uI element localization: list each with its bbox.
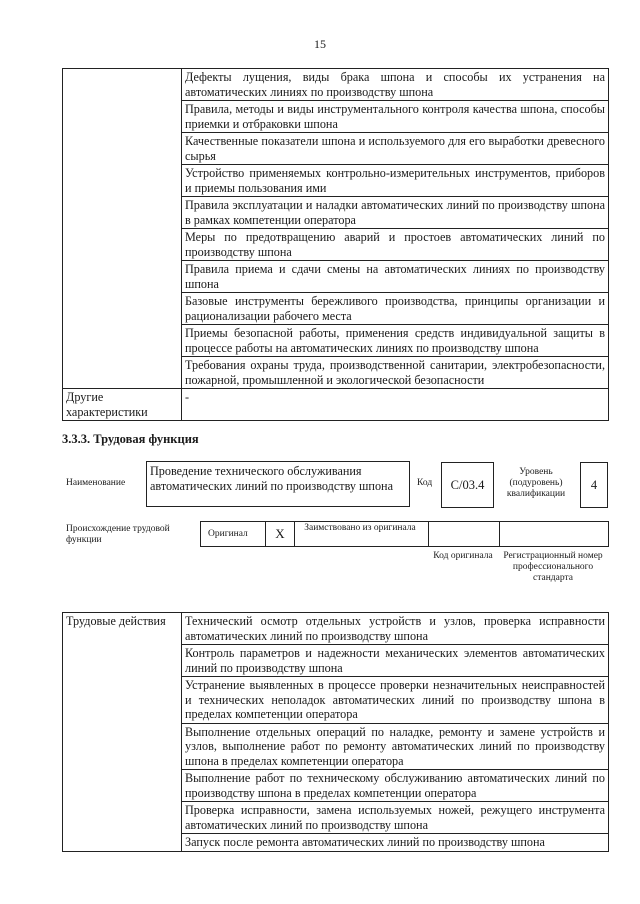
original-label: Оригинал — [208, 529, 248, 539]
table-cell: Правила приема и сдачи смены на автоматических линиях по производству шпона — [182, 261, 609, 293]
other-characteristics-value: - — [182, 389, 609, 421]
name-label: Наименование — [66, 478, 126, 488]
page-number: 15 — [314, 37, 326, 51]
section-title: 3.3.3. Трудовая функция — [62, 432, 199, 446]
table-cell: Дефекты лущения, виды брака шпона и способы их устранения на автоматических линиях по производству шпона — [182, 69, 609, 101]
code-original-caption: Код оригинала — [433, 551, 493, 561]
table-cell: Запуск после ремонта автоматических линий по производству шпона — [182, 834, 609, 852]
origin-label: Происхождение трудовой функции — [66, 524, 170, 545]
original-mark: X — [275, 526, 285, 541]
level-value: 4 — [590, 477, 598, 492]
table-cell: Качественные показатели шпона и используемого для его выработки древесного сырья — [182, 133, 609, 165]
table-cell: Правила, методы и виды инструментального контроля качества шпона, способы приемки и отбраковки шпона — [182, 101, 609, 133]
table-cell: Приемы безопасной работы, применения средств индивидуальной защиты в процессе работы на автоматических линиях по производству шпона — [182, 325, 609, 357]
borrowed-label: Заимствовано из оригинала — [304, 523, 416, 533]
level-box — [580, 462, 608, 508]
code-box — [441, 462, 494, 508]
function-name-box — [146, 461, 410, 507]
code-value: C/03.4 — [450, 477, 485, 492]
actions-table — [62, 612, 609, 852]
table-row — [63, 389, 609, 421]
origin-divider — [294, 521, 295, 547]
origin-divider — [428, 521, 429, 547]
table-cell: Требования охраны труда, производственной санитарии, электробезопасности, пожарной, промышленной и экологической безопасности — [182, 357, 609, 389]
table-cell: Проверка исправности, замена используемых ножей, режущего инструмента автоматических линий по производству шпона — [182, 802, 609, 834]
table-cell: Базовые инструменты бережливого производства, принципы организации и рационализации рабочего места — [182, 293, 609, 325]
table-cell: Устранение выявленных в процессе проверки незначительных неисправностей и технических неполадок автоматических линий по производству шпона в пределах компетенции оператора — [182, 677, 609, 724]
code-label: Код — [417, 478, 433, 488]
other-characteristics-label: Другие характеристики — [63, 389, 182, 421]
table-row — [63, 69, 609, 101]
table-cell: Меры по предотвращению аварий и простоев автоматических линий по производству шпона — [182, 229, 609, 261]
table-cell: Контроль параметров и надежности механических элементов автоматических линий по производству шпона — [182, 645, 609, 677]
table-cell: Устройство применяемых контрольно-измерительных инструментов, приборов и приемы пользования ими — [182, 165, 609, 197]
knowledge-table — [62, 68, 609, 421]
table-cell: Правила эксплуатации и наладки автоматических линий по производству шпона в рамках компетенции оператора — [182, 197, 609, 229]
reg-number-caption: Регистрационный номер профессионального стандарта — [503, 551, 603, 583]
function-name: Проведение технического обслуживания автоматических линий по производству шпона — [150, 464, 393, 493]
level-label: Уровень (подуровень) квалификации — [506, 467, 566, 499]
table-cell: Выполнение отдельных операций по наладке, ремонту и замене устройств и узлов, выполнение работ по ремонту автоматических линий по производству шпона в пределах компетенции оператора — [182, 723, 609, 770]
origin-divider — [499, 521, 500, 547]
table-row — [63, 613, 609, 645]
actions-label: Трудовые действия — [63, 613, 182, 852]
table-label-cell — [63, 69, 182, 389]
table-cell: Технический осмотр отдельных устройств и узлов, проверка исправности автоматических линий по производству шпона — [182, 613, 609, 645]
table-cell: Выполнение работ по техническому обслуживанию автоматических линий по производству шпона в пределах компетенции оператора — [182, 770, 609, 802]
